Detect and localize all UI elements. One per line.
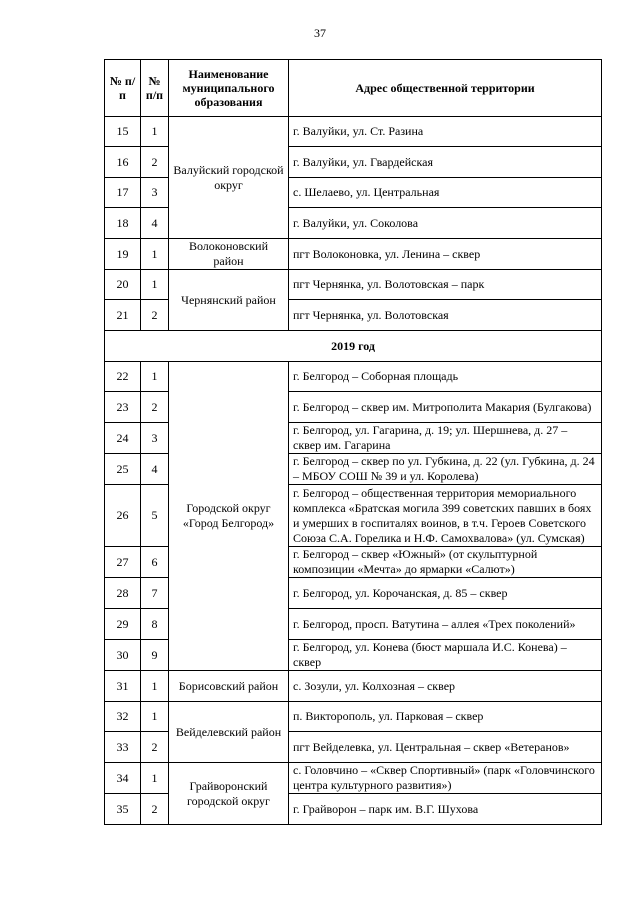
row-number-local: 2	[141, 794, 169, 825]
municipality-cell: Грайворонский городской округ	[169, 763, 289, 825]
address-cell: г. Белгород – сквер по ул. Губкина, д. 22 (ул. Губкина, д. 24 – МБОУ СОШ № 39 и ул. Королева)	[289, 454, 602, 485]
municipality-cell: Валуйский городской округ	[169, 117, 289, 239]
row-number-total: 17	[105, 178, 141, 208]
row-number-local: 1	[141, 117, 169, 147]
year-separator-row	[105, 331, 602, 362]
address-cell: пгт Вейделевка, ул. Центральная – сквер «Ветеранов»	[289, 732, 602, 763]
table-row	[105, 362, 602, 392]
header-col-num-total: № п/п	[105, 60, 141, 117]
address-cell: с. Головчино – «Сквер Спортивный» (парк «Головчинского центра культурного развития»)	[289, 763, 602, 794]
row-number-total: 22	[105, 362, 141, 392]
row-number-local: 3	[141, 423, 169, 454]
row-number-total: 29	[105, 609, 141, 640]
row-number-local: 1	[141, 763, 169, 794]
table-body	[105, 117, 602, 825]
row-number-local: 3	[141, 178, 169, 208]
row-number-local: 1	[141, 239, 169, 270]
address-cell: г. Валуйки, ул. Соколова	[289, 208, 602, 239]
row-number-total: 28	[105, 578, 141, 609]
address-cell: пгт Чернянка, ул. Волотовская	[289, 300, 602, 331]
municipality-cell: Борисовский район	[169, 671, 289, 702]
row-number-total: 19	[105, 239, 141, 270]
address-cell: г. Белгород – сквер им. Митрополита Макария (Булгакова)	[289, 392, 602, 423]
page-number: 37	[314, 26, 326, 40]
header-col-num-local: № п/п	[141, 60, 169, 117]
row-number-local: 2	[141, 392, 169, 423]
address-cell: г. Белгород, ул. Конева (бюст маршала И.С. Конева) – сквер	[289, 640, 602, 671]
table-row	[105, 117, 602, 147]
address-cell: пгт Волоконовка, ул. Ленина – сквер	[289, 239, 602, 270]
address-cell: пгт Чернянка, ул. Волотовская – парк	[289, 270, 602, 300]
row-number-local: 4	[141, 208, 169, 239]
territories-table	[104, 59, 602, 825]
address-cell: г. Валуйки, ул. Гвардейская	[289, 147, 602, 178]
row-number-total: 25	[105, 454, 141, 485]
row-number-total: 35	[105, 794, 141, 825]
row-number-total: 32	[105, 702, 141, 732]
row-number-local: 8	[141, 609, 169, 640]
row-number-local: 2	[141, 300, 169, 331]
address-cell: п. Викторополь, ул. Парковая – сквер	[289, 702, 602, 732]
table-header-row	[105, 60, 602, 117]
row-number-local: 5	[141, 485, 169, 547]
row-number-local: 1	[141, 362, 169, 392]
address-cell: г. Грайворон – парк им. В.Г. Шухова	[289, 794, 602, 825]
municipality-cell: Чернянский район	[169, 270, 289, 331]
row-number-total: 31	[105, 671, 141, 702]
header-col-municipality: Наименование муниципального образования	[169, 60, 289, 117]
address-cell: г. Белгород, ул. Корочанская, д. 85 – сквер	[289, 578, 602, 609]
row-number-total: 26	[105, 485, 141, 547]
row-number-local: 7	[141, 578, 169, 609]
address-cell: с. Зозули, ул. Колхозная – сквер	[289, 671, 602, 702]
row-number-local: 4	[141, 454, 169, 485]
municipality-cell: Вейделевский район	[169, 702, 289, 763]
address-cell: г. Белгород – Соборная площадь	[289, 362, 602, 392]
municipality-cell: Волоконовский район	[169, 239, 289, 270]
table-row	[105, 671, 602, 702]
table-row	[105, 763, 602, 794]
row-number-total: 34	[105, 763, 141, 794]
address-cell: г. Белгород – общественная территория мемориального комплекса «Братская могила 399 советских павших в боях и умерших в госпиталях воинов, в т.ч. Героев Советского Союза С.А. Горелика и Н.Ф. Самохвалова» (ул. Сумская)	[289, 485, 602, 547]
row-number-total: 30	[105, 640, 141, 671]
row-number-total: 16	[105, 147, 141, 178]
row-number-local: 2	[141, 732, 169, 763]
table-row	[105, 702, 602, 732]
header-col-address: Адрес общественной территории	[289, 60, 602, 117]
table-row	[105, 270, 602, 300]
municipality-cell: Городской округ «Город Белгород»	[169, 362, 289, 671]
row-number-total: 15	[105, 117, 141, 147]
row-number-local: 1	[141, 702, 169, 732]
address-cell: с. Шелаево, ул. Центральная	[289, 178, 602, 208]
year-label: 2019 год	[105, 331, 602, 362]
row-number-local: 1	[141, 270, 169, 300]
row-number-total: 23	[105, 392, 141, 423]
table-row	[105, 239, 602, 270]
row-number-local: 2	[141, 147, 169, 178]
row-number-total: 27	[105, 547, 141, 578]
address-cell: г. Белгород, просп. Ватутина – аллея «Трех поколений»	[289, 609, 602, 640]
row-number-local: 1	[141, 671, 169, 702]
address-cell: г. Белгород, ул. Гагарина, д. 19; ул. Шершнева, д. 27 – сквер им. Гагарина	[289, 423, 602, 454]
row-number-total: 18	[105, 208, 141, 239]
address-cell: г. Валуйки, ул. Ст. Разина	[289, 117, 602, 147]
row-number-total: 33	[105, 732, 141, 763]
row-number-total: 20	[105, 270, 141, 300]
row-number-total: 24	[105, 423, 141, 454]
row-number-total: 21	[105, 300, 141, 331]
address-cell: г. Белгород – сквер «Южный» (от скульптурной композиции «Мечта» до ярмарки «Салют»)	[289, 547, 602, 578]
row-number-local: 6	[141, 547, 169, 578]
row-number-local: 9	[141, 640, 169, 671]
